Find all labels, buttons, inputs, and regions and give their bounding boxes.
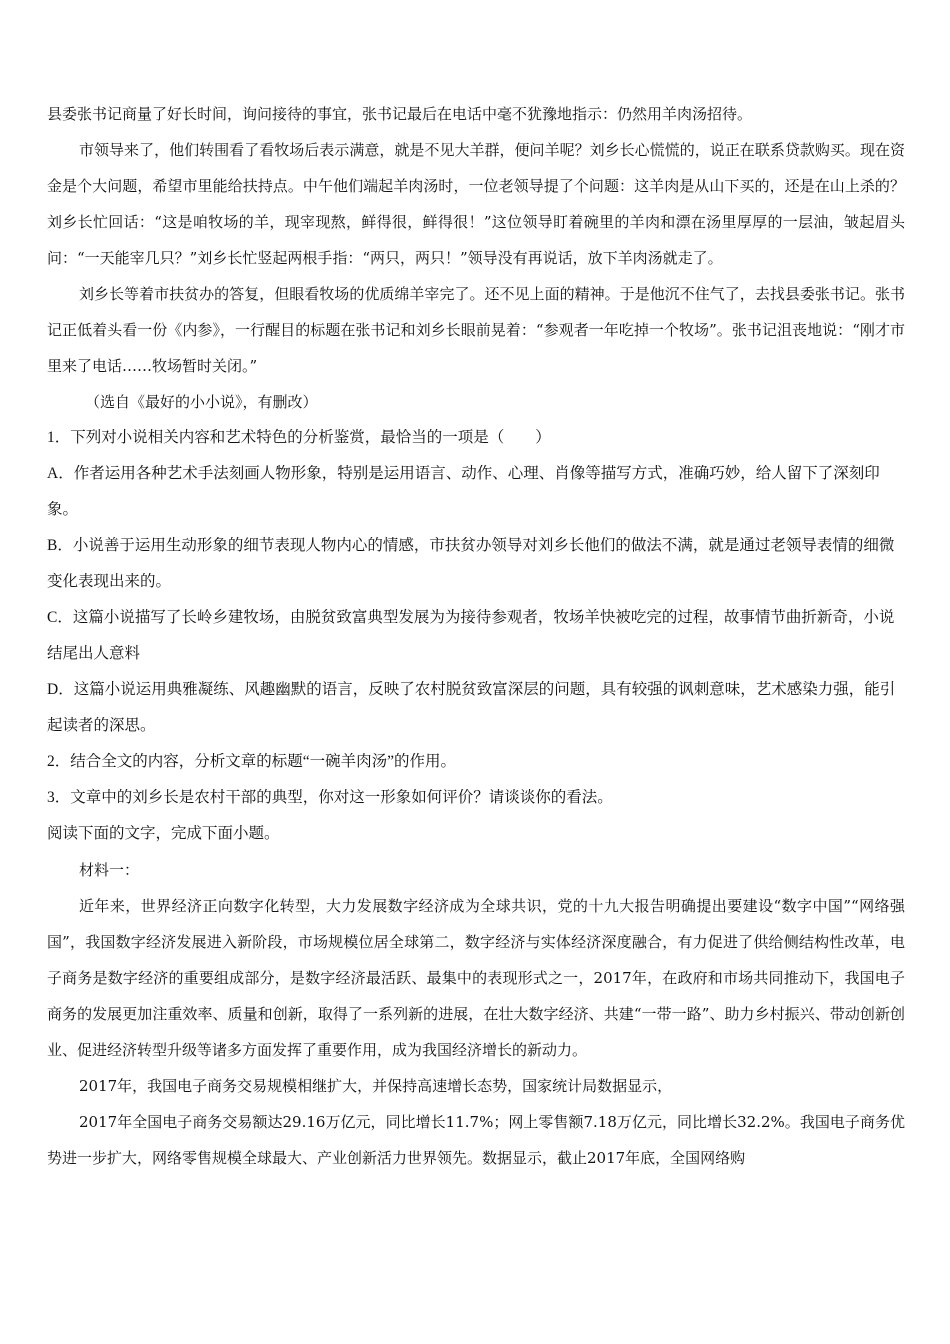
- question-3: 3．文章中的刘乡长是农村干部的典型，你对这一形象如何评价？请谈谈你的看法。: [47, 789, 613, 806]
- option-a: A．作者运用各种艺术手法刻画人物形象，特别是运用语言、动作、心理、肖像等描写方式，准确巧妙，给人留下了深刻印象。: [47, 465, 880, 518]
- material-paragraph: 近年来，世界经济正向数字化转型，大力发展数字经济成为全球共识，党的十九大报告明确提出要建设“数字中国”“网络强国”，我国数字经济发展进入新阶段，市场规模位居全球第二，数字经济与实体经济深度融合，有力促进了供给侧结构性改革，电子商务是数字经济的重要组成部分，是数字经济最活跃、最集中的表现形式之一，2017年，在政府和市场共同推动下，我国电子商务的发展更加注重效率、质量和创新，取得了一系列新的进展，在壮大数字经济、共建“一带一路”、助力乡村振兴、带动创新创业、促进经济转型升级等诸多方面发挥了重要作用，成为我国经济增长的新动力。: [47, 897, 905, 1059]
- option-d: D．这篇小说运用典雅凝练、风趣幽默的语言，反映了农村脱贫致富深层的问题，具有较强的讽刺意味，艺术感染力强，能引起读者的深思。: [47, 681, 896, 734]
- question-2: 2．结合全文的内容，分析文章的标题“一碗羊肉汤”的作用。: [47, 753, 457, 770]
- material-heading: 材料一：: [79, 861, 140, 879]
- source-citation: （选自《最好的小小说》，有删改）: [85, 393, 318, 411]
- story-paragraph: 刘乡长等着市扶贫办的答复，但眼看牧场的优质绵羊宰完了。还不见上面的精神。于是他沉不住气了，去找县委张书记。张书记正低着头看一份《内参》，一行醒目的标题在张书记和刘乡长眼前晃着：“参观者一年吃掉一个牧场”。张书记沮丧地说：“刚才市里来了电话……牧场暂时关闭。”: [47, 285, 905, 375]
- story-paragraph: 县委张书记商量了好长时间，询问接待的事宜，张书记最后在电话中毫不犹豫地指示：仍然用羊肉汤招待。: [47, 105, 753, 123]
- story-paragraph: 市领导来了，他们转围看了看牧场后表示满意，就是不见大羊群，便问羊呢？刘乡长心慌慌的，说正在联系贷款购买。现在资金是个大问题，希望市里能给扶持点。中午他们端起羊肉汤时，一位老领导提了个问题：这羊肉是从山下买的，还是在山上杀的？刘乡长忙回话：“这是咱牧场的羊，现宰现熬，鲜得很，鲜得很！”这位领导盯着碗里的羊肉和漂在汤里厚厚的一层油，皱起眉头问：“一天能宰几只？”刘乡长忙竖起两根手指：“两只，两只！”领导没有再说话，放下羊肉汤就走了。: [47, 141, 905, 267]
- material-paragraph: 2017年，我国电子商务交易规模相继扩大，并保持高速增长态势，国家统计局数据显示，: [79, 1077, 673, 1095]
- material-paragraph: 2017年全国电子商务交易额达29.16万亿元，同比增长11.7%；网上零售额7.18万亿元，同比增长32.2%。我国电子商务优势进一步扩大，网络零售规模全球最大、产业创新活力世界领先。数据显示，截止2017年底，全国网络购: [47, 1113, 905, 1167]
- question-1: 1．下列对小说相关内容和艺术特色的分析鉴赏，最恰当的一项是（ ）: [47, 429, 551, 446]
- document-page: [47, 96, 905, 1176]
- option-b: B．小说善于运用生动形象的细节表现人物内心的情感，市扶贫办领导对刘乡长他们的做法不满，就是通过老领导表情的细微变化表现出来的。: [47, 537, 895, 590]
- reading-instruction: 阅读下面的文字，完成下面小题。: [47, 825, 280, 842]
- option-c: C．这篇小说描写了长岭乡建牧场，由脱贫致富典型发展为为接待参观者，牧场羊快被吃完的过程，故事情节曲折新奇，小说结尾出人意料: [47, 609, 895, 662]
